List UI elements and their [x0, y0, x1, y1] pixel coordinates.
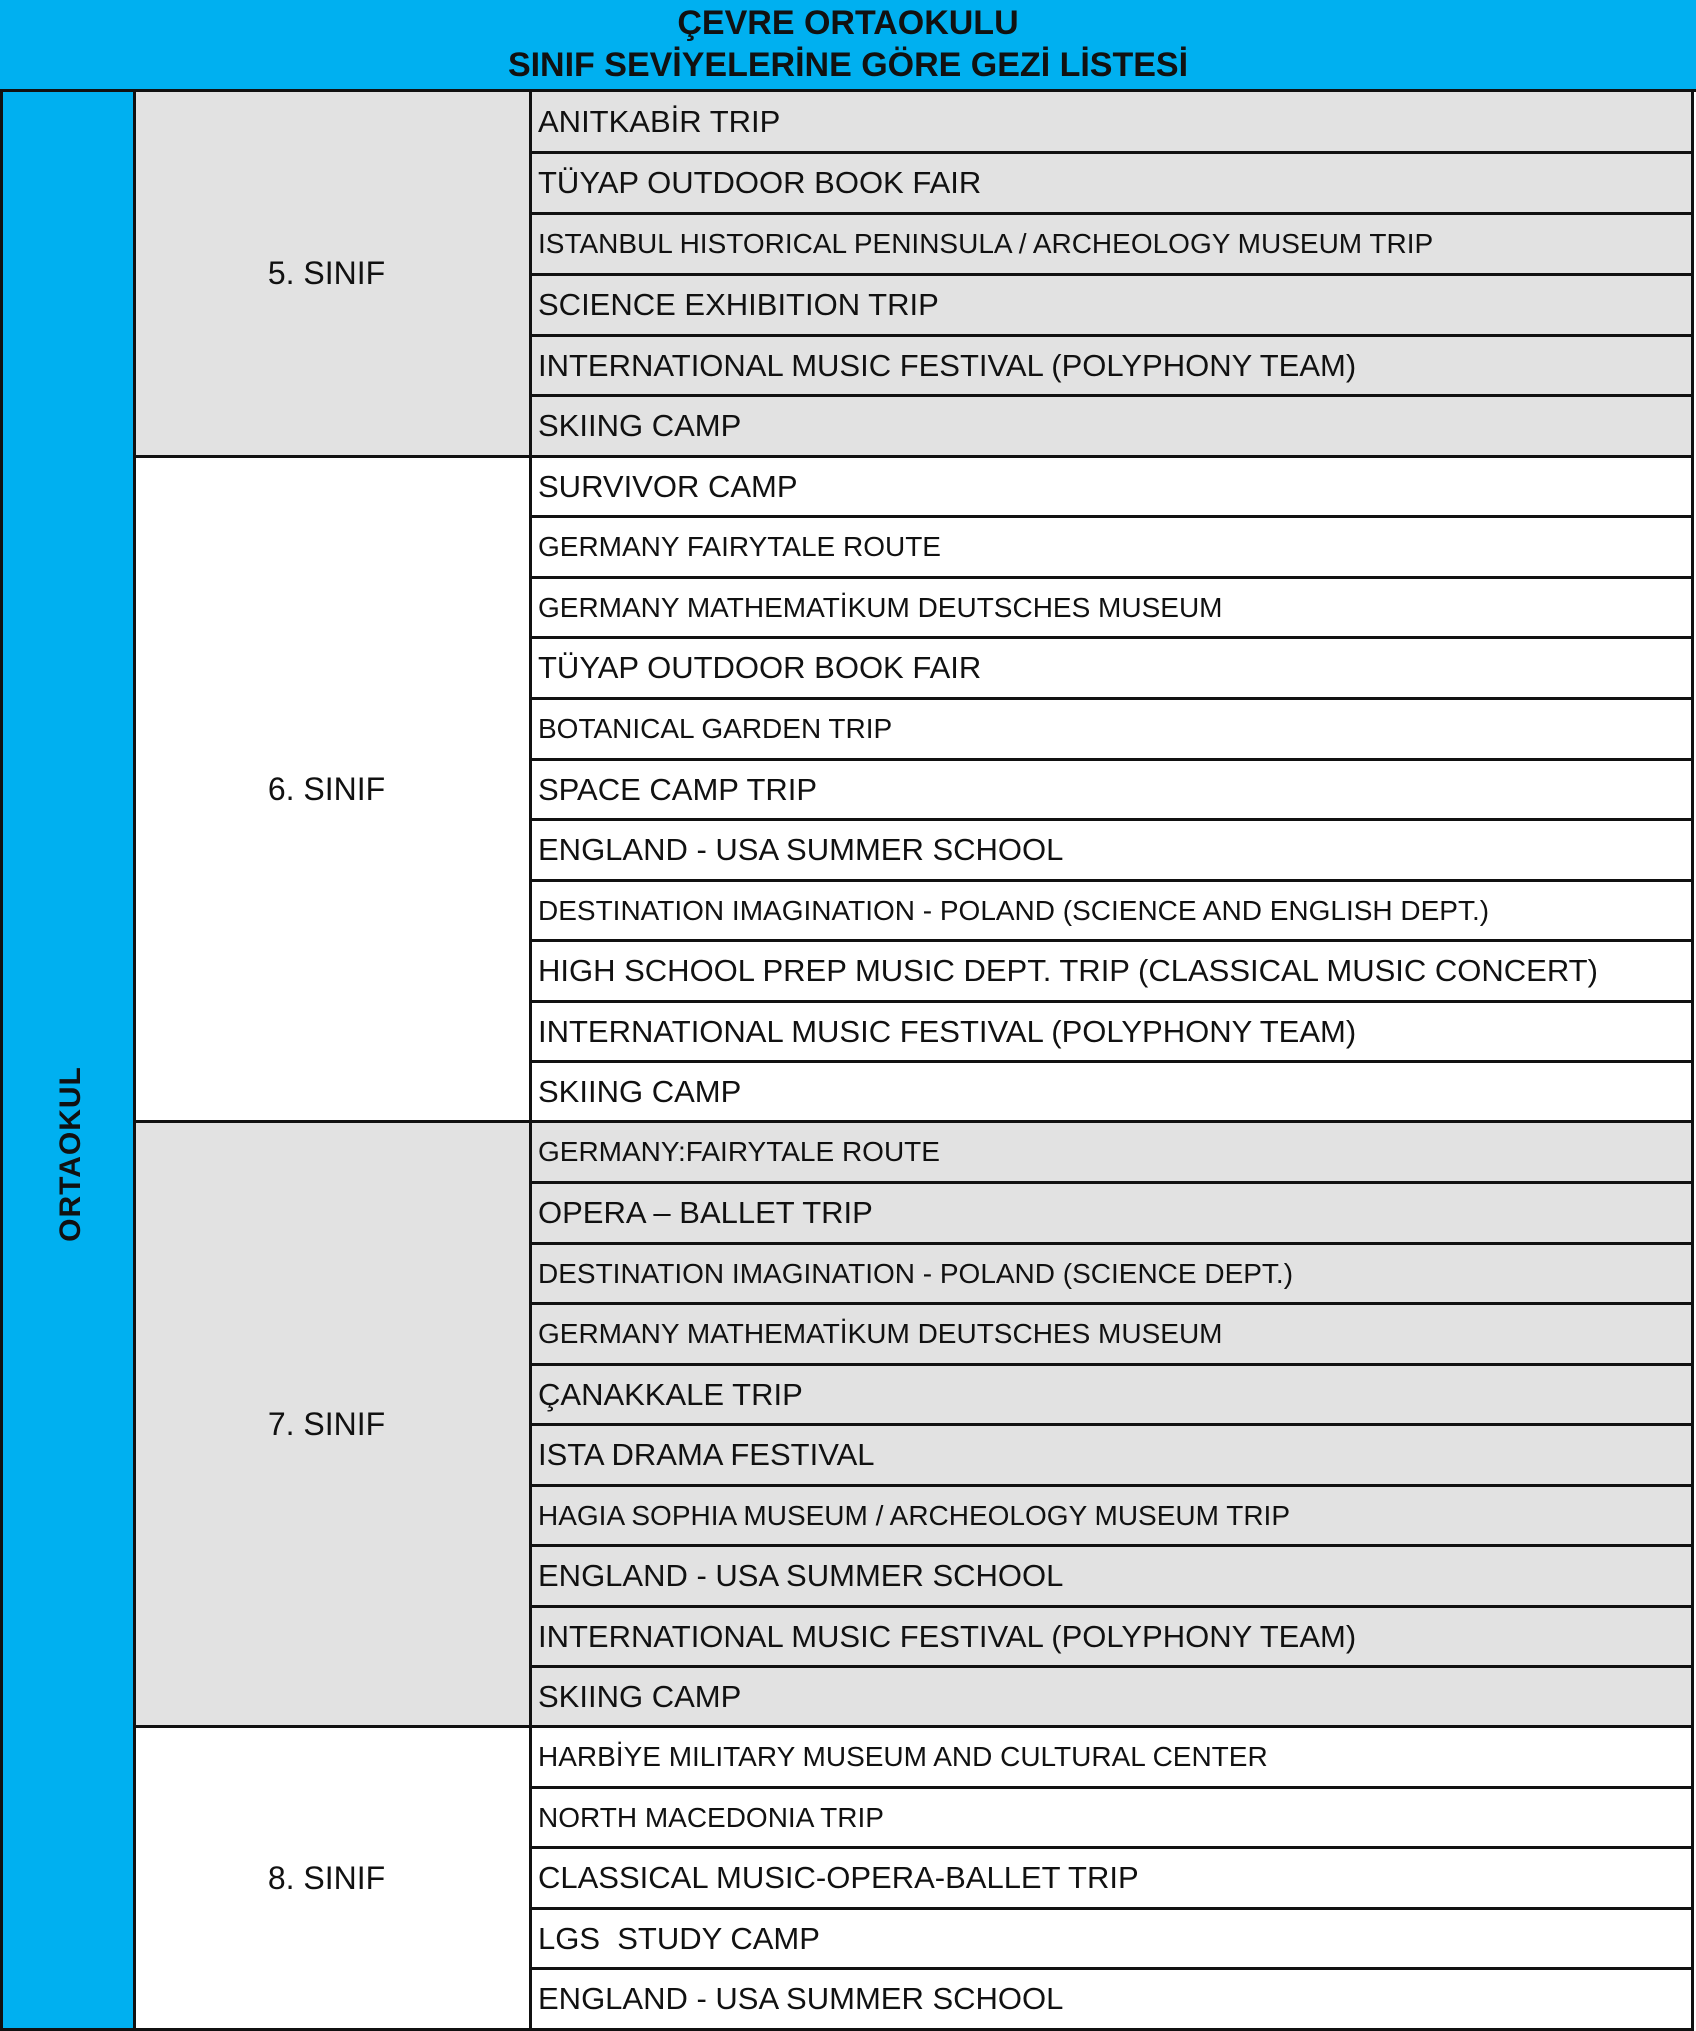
grade-cell-6 — [136, 458, 532, 1123]
trip-row: INTERNATIONAL MUSIC FESTIVAL (POLYPHONY TEAM) — [532, 1608, 1694, 1668]
trip-row: SURVIVOR CAMP — [532, 458, 1694, 518]
school-level-label: ORTAOKUL — [54, 1066, 87, 1242]
grade-label: 7. SINIF — [267, 1405, 386, 1442]
trip-row: ENGLAND - USA SUMMER SCHOOL — [532, 1970, 1694, 2031]
trip-row: SCIENCE EXHIBITION TRIP — [532, 276, 1694, 337]
trip-row: HAGIA SOPHIA MUSEUM / ARCHEOLOGY MUSEUM TRIP — [532, 1487, 1694, 1547]
trip-row: ENGLAND - USA SUMMER SCHOOL — [532, 821, 1694, 882]
trip-row: CLASSICAL MUSIC-OPERA-BALLET TRIP — [532, 1849, 1694, 1910]
trip-row: ISTANBUL HISTORICAL PENINSULA / ARCHEOLOGY MUSEUM TRIP — [532, 215, 1694, 276]
school-level-column — [0, 92, 136, 2031]
grade-label: 6. SINIF — [267, 770, 386, 807]
trip-row: SKIING CAMP — [532, 1063, 1694, 1123]
school-title: ÇEVRE ORTAOKULU — [677, 4, 1019, 42]
trip-row: BOTANICAL GARDEN TRIP — [532, 700, 1694, 761]
trip-row: SKIING CAMP — [532, 397, 1694, 458]
trip-row: DESTINATION IMAGINATION - POLAND (SCIENCE DEPT.) — [532, 1245, 1694, 1305]
trip-row: INTERNATIONAL MUSIC FESTIVAL (POLYPHONY TEAM) — [532, 337, 1694, 397]
grade-cell-5 — [136, 92, 532, 458]
page-header — [0, 0, 1696, 92]
trip-row: GERMANY MATHEMATİKUM DEUTSCHES MUSEUM — [532, 1305, 1694, 1366]
grade-label: 5. SINIF — [267, 255, 386, 291]
trip-row: ÇANAKKALE TRIP — [532, 1366, 1694, 1426]
trip-row: HIGH SCHOOL PREP MUSIC DEPT. TRIP (CLASSICAL MUSIC CONCERT) — [532, 942, 1694, 1003]
trip-row: GERMANY FAIRYTALE ROUTE — [532, 518, 1694, 579]
trip-row: SKIING CAMP — [532, 1668, 1694, 1728]
trip-row: ENGLAND - USA SUMMER SCHOOL — [532, 1547, 1694, 1608]
trip-row: NORTH MACEDONIA TRIP — [532, 1789, 1694, 1849]
trip-row: INTERNATIONAL MUSIC FESTIVAL (POLYPHONY TEAM) — [532, 1003, 1694, 1063]
trip-row: TÜYAP OUTDOOR BOOK FAIR — [532, 154, 1694, 215]
trip-row: TÜYAP OUTDOOR BOOK FAIR — [532, 639, 1694, 700]
trip-row: ISTA DRAMA FESTIVAL — [532, 1426, 1694, 1487]
trip-row: GERMANY:FAIRYTALE ROUTE — [532, 1123, 1694, 1184]
trip-row: GERMANY MATHEMATİKUM DEUTSCHES MUSEUM — [532, 579, 1694, 639]
grade-label: 8. SINIF — [267, 1859, 386, 1896]
trip-row: SPACE CAMP TRIP — [532, 761, 1694, 821]
grade-cell-7 — [136, 1123, 532, 1728]
trip-row: ANITKABİR TRIP — [532, 92, 1694, 154]
trip-row: DESTINATION IMAGINATION - POLAND (SCIENCE AND ENGLISH DEPT.) — [532, 882, 1694, 942]
trip-row: HARBİYE MILITARY MUSEUM AND CULTURAL CENTER — [532, 1728, 1694, 1789]
trip-row: LGS STUDY CAMP — [532, 1910, 1694, 1970]
trip-row: OPERA – BALLET TRIP — [532, 1184, 1694, 1245]
list-title: SINIF SEVİYELERİNE GÖRE GEZİ LİSTESİ — [507, 46, 1189, 84]
grade-cell-8 — [136, 1728, 532, 2031]
